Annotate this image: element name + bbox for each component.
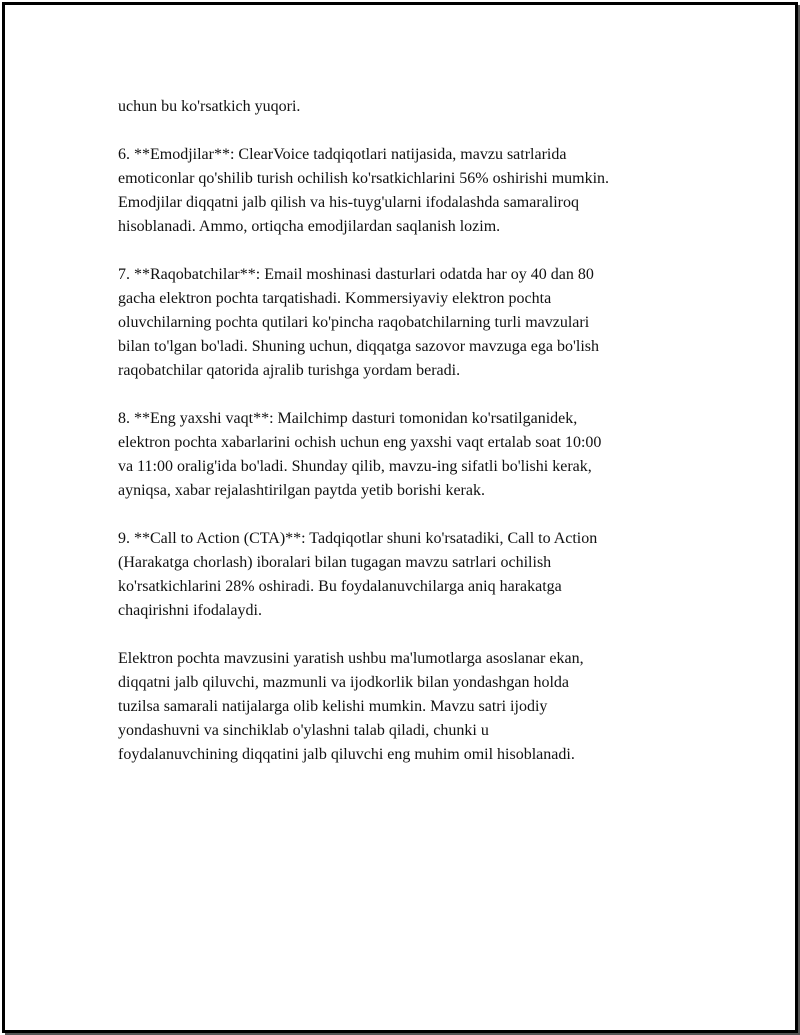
text-line: uchun bu ko'rsatkich yuqori. — [118, 98, 301, 115]
paragraph-emodjilar — [118, 143, 688, 239]
paragraph-continuation — [118, 95, 688, 119]
text-line: oluvchilarning pochta qutilari ko'pincha raqobatchilarning turli mavzulari — [118, 314, 590, 331]
text-line: (Harakatga chorlash) iboralari bilan tugagan mavzu satrlari ochilish — [118, 554, 552, 571]
text-line: yondashuvni va sinchiklab o'ylashni talab qiladi, chunki u — [118, 722, 489, 739]
text-line: ayniqsa, xabar rejalashtirilgan paytda yetib borishi kerak. — [118, 482, 485, 499]
text-line: foydalanuvchining diqqatini jalb qiluvchi eng muhim omil hisoblanadi. — [118, 746, 575, 763]
text-line: va 11:00 oralig'ida bo'ladi. Shunday qilib, mavzu-ing sifatli bo'lishi kerak, — [118, 458, 592, 475]
paragraph-raqobatchilar — [118, 263, 688, 383]
paragraph-conclusion — [118, 647, 688, 767]
text-line: tuzilsa samarali natijalarga olib kelishi mumkin. Mavzu satri ijodiy — [118, 698, 548, 715]
document-body — [118, 95, 688, 791]
paragraph-eng-yaxshi-vaqt — [118, 407, 688, 503]
text-line: 6. **Emodjilar**: ClearVoice tadqiqotlari natijasida, mavzu satrlarida — [118, 146, 567, 163]
text-line: 7. **Raqobatchilar**: Email moshinasi dasturlari odatda har oy 40 dan 80 — [118, 266, 594, 283]
text-line: hisoblanadi. Ammo, ortiqcha emodjilardan saqlanish lozim. — [118, 218, 501, 235]
text-line: gacha elektron pochta tarqatishadi. Kommersiyaviy elektron pochta — [118, 290, 552, 307]
text-line: 9. **Call to Action (CTA)**: Tadqiqotlar shuni ko'rsatadiki, Call to Action — [118, 530, 598, 547]
text-line: Emodjilar diqqatni jalb qilish va his-tuyg'ularni ifodalashda samaraliroq — [118, 194, 579, 211]
text-line: diqqatni jalb qiluvchi, mazmunli va ijodkorlik bilan yondashgan holda — [118, 674, 570, 691]
text-line: chaqirishni ifodalaydi. — [118, 602, 262, 619]
text-line: 8. **Eng yaxshi vaqt**: Mailchimp dasturi tomonidan ko'rsatilganidek, — [118, 410, 578, 427]
paragraph-call-to-action — [118, 527, 688, 623]
text-line: Elektron pochta mavzusini yaratish ushbu ma'lumotlarga asoslanar ekan, — [118, 650, 584, 667]
text-line: bilan to'lgan bo'ladi. Shuning uchun, diqqatga sazovor mavzuga ega bo'lish — [118, 338, 599, 355]
text-line: raqobatchilar qatorida ajralib turishga yordam beradi. — [118, 362, 461, 379]
text-line: elektron pochta xabarlarini ochish uchun eng yaxshi vaqt ertalab soat 10:00 — [118, 434, 602, 451]
text-line: ko'rsatkichlarini 28% oshiradi. Bu foydalanuvchilarga aniq harakatga — [118, 578, 562, 595]
text-line: emoticonlar qo'shilib turish ochilish ko'rsatkichlarini 56% oshirishi mumkin. — [118, 170, 610, 187]
